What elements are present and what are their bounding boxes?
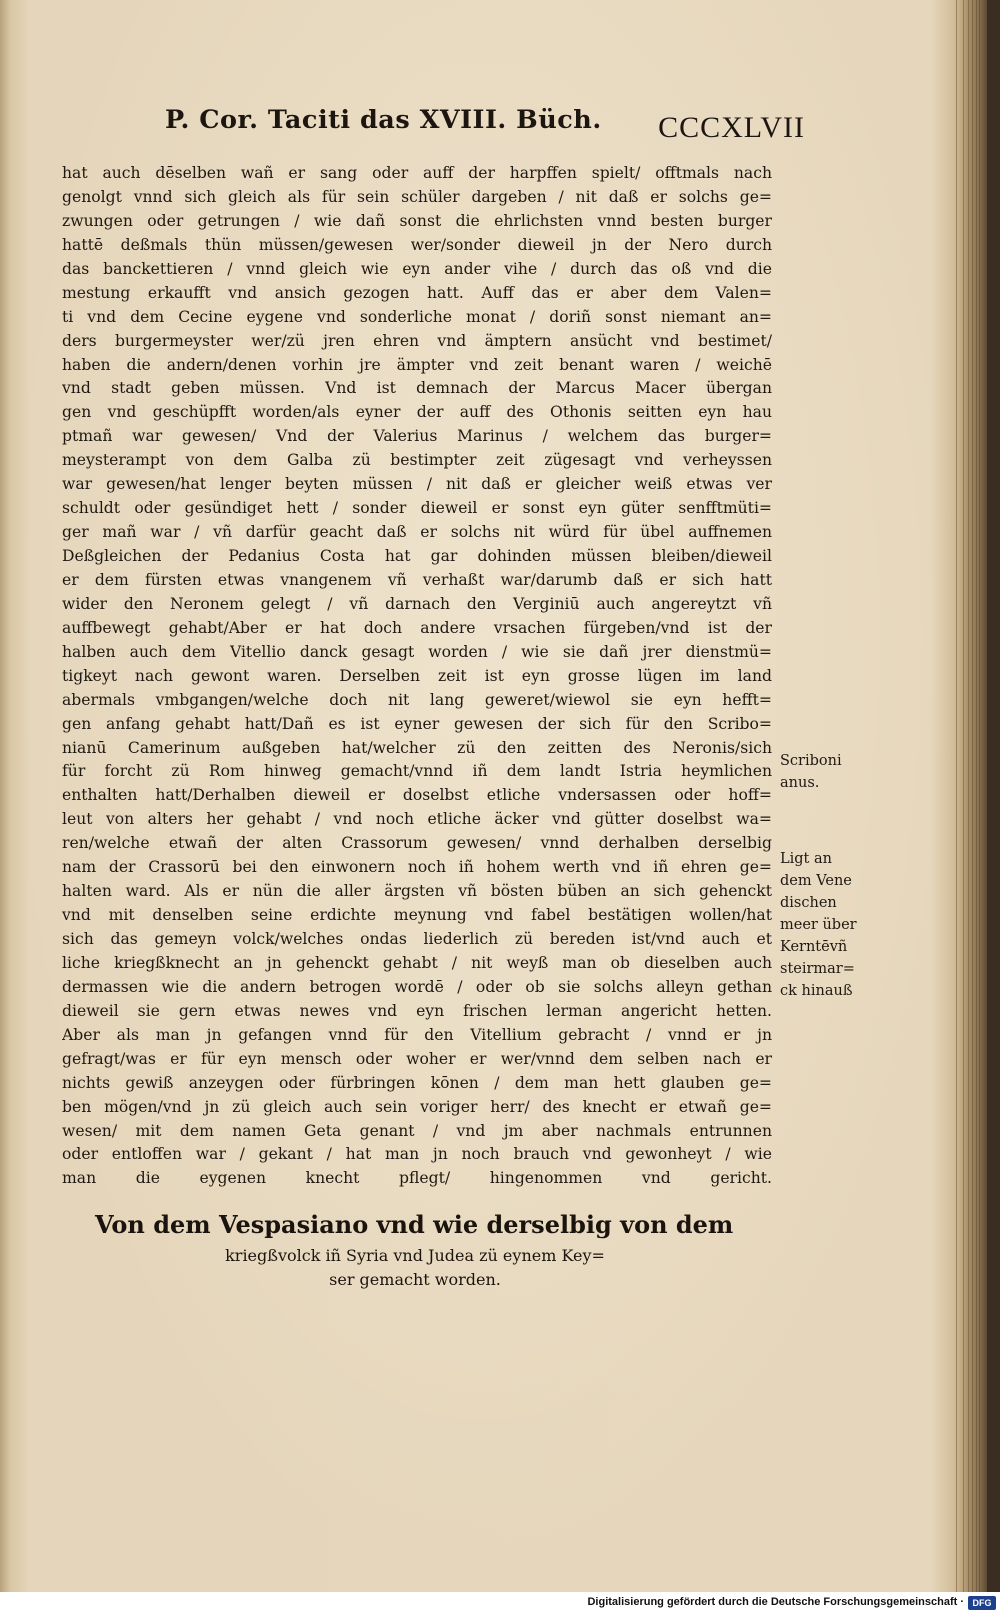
marginal-line: dem Vene: [780, 873, 852, 889]
text-line: ti vnd dem Cecine eygene vnd sonderliche monat / doriñ sonst niemant an=: [62, 307, 772, 326]
text-line: haben die andern/denen vorhin jre ämpter vnd zeit benant waren / weichē: [62, 355, 772, 374]
text-line: dermassen wie die andern betrogen wordē / oder ob sie solchs alleyn gethan: [62, 977, 772, 996]
marginal-line: meer über: [780, 917, 857, 933]
marginal-line: Kerntēvñ: [780, 939, 848, 955]
marginal-line: dischen: [780, 895, 837, 911]
text-line: sich das gemeyn volck/welches ondas liederlich zü bereden ist/vnd auch et: [62, 930, 772, 948]
text-line: gen anfang gehabt hatt/Dañ es ist eyner gewesen der sich für den Scribo=: [62, 714, 772, 733]
marginal-note-scribonianus: [780, 750, 842, 794]
text-line: wider den Neronem gelegt / vñ darnach den Verginiū auch angereytzt vñ: [62, 594, 772, 613]
dfg-logo: DFG: [968, 1596, 996, 1610]
funding-credit: Digitalisierung gefördert durch die Deutsche Forschungsgemeinschaft ·: [587, 1596, 964, 1608]
text-line: war gewesen/hat lenger beyten müssen / nit daß er gleicher weiß etwas ver: [62, 475, 772, 494]
running-head: [165, 105, 805, 157]
text-line: Aber als man jn gefangen vnnd für den Vitellium gebracht / vnnd er jn: [62, 1025, 772, 1044]
section-heading: [95, 1206, 735, 1292]
text-line: ren/welche etwañ der alten Crassorum gewesen/ vnnd derhalben derselbig: [62, 834, 772, 853]
text-line: zwungen oder getrungen / wie dañ sonst die ehrlichsten vnnd besten burger: [62, 211, 772, 230]
text-line: hat auch dēselben wañ er sang oder auff der harpffen spielt/ offtmals nach: [62, 164, 772, 182]
running-head-title: P. Cor. Taciti das XVIII. Büch.: [165, 105, 602, 135]
text-line: enthalten hatt/Derhalben dieweil er doselbst etliche vndersassen oder hoff=: [62, 786, 772, 805]
body-text: [62, 162, 772, 1191]
text-line: oder entloffen war / gekant / hat man jn noch brauch vnd gewonheyt / wie: [62, 1145, 772, 1164]
text-line: halten ward. Als er nün die aller ärgsten vñ bösten büben an sich gehenckt: [62, 882, 772, 901]
marginal-line: ck hinauß: [780, 983, 853, 999]
text-line: vnd mit denselben seine erdichte meynung vnd fabel bestätigen wollen/hat: [62, 906, 772, 925]
text-line: ben mögen/vnd jn zü gleich auch sein voriger herr/ des knecht er etwañ ge=: [62, 1097, 772, 1116]
text-line: auffbewegt gehabt/Aber er hat doch andere vrsachen fürgeben/vnd ist der: [62, 618, 772, 637]
text-line: nianū Camerinum außgeben hat/welcher zü den zeitten des Neronis/sich: [62, 738, 772, 757]
text-line: er dem fürsten etwas vnangenem vñ verhaßt war/darumb daß er sich hatt: [62, 570, 772, 589]
text-line: wesen/ mit dem namen Geta genant / vnd jm aber nachmals entrunnen: [62, 1121, 772, 1140]
folio-number: CCCXLVII: [658, 111, 805, 144]
text-line: das banckettieren / vnnd gleich wie eyn ander vihe / durch das oß vnd die: [62, 259, 772, 278]
text-line: liche kriegßknecht an jn gehenckt gehabt / nit weyß man ob dieselben auch: [62, 953, 772, 972]
text-line: ptmañ war gewesen/ Vnd der Valerius Marinus / welchem das burger=: [62, 427, 772, 446]
text-line: dieweil sie gern etwas newes vnd eyn frischen lerman angericht hetten.: [62, 1001, 772, 1020]
marginal-line: Scriboni: [780, 753, 842, 769]
text-line: meysterampt von dem Galba zü bestimpter zeit zügesagt vnd verheyssen: [62, 451, 772, 470]
text-line: ders burgermeyster wer/zü jren ehren vnd ämptern ansücht vnd bestimet/: [62, 331, 772, 350]
section-heading-sub-2: ser gemacht worden.: [329, 1270, 501, 1289]
section-heading-sub-1: kriegßvolck iñ Syria vnd Judea zü eynem Key=: [225, 1246, 605, 1265]
text-line: abermals vmbgangen/welche doch nit lang geweret/wiewol sie eyn hefft=: [62, 690, 772, 709]
text-line: man die eygenen knecht pflegt/ hingenommen vnd gericht.: [62, 1169, 772, 1188]
text-line: schuldt oder gesündiget hett / sonder dieweil er sonst eyn güter senfftmüti=: [62, 499, 772, 518]
footer-bar: [0, 1592, 1000, 1615]
text-line: halben auch dem Vitellio danck gesagt worden / wie sie dañ jrer dienstmü=: [62, 642, 772, 661]
text-line: Deßgleichen der Pedanius Costa hat gar dohinden müssen bleiben/dieweil: [62, 547, 772, 565]
text-line: leut von alters her gehabt / vnd noch etliche äcker vnd gütter doselbst wa=: [62, 810, 772, 829]
text-line: gefragt/was er für eyn mensch oder woher er wer/vnnd dem selben nach er: [62, 1049, 772, 1068]
text-line: nichts gewiß anzeygen oder fürbringen kōnen / dem man hett glauben ge=: [62, 1073, 772, 1092]
text-line: vnd stadt geben müssen. Vnd ist demnach der Marcus Macer übergan: [62, 379, 772, 398]
text-line: ger mañ war / vñ darfür geacht daß er solchs nit würd für übel auffnemen: [62, 523, 772, 542]
book-page-edge: [956, 0, 987, 1592]
text-line: nam der Crassorū bei den einwonern noch iñ hohem werth vnd iñ ehren ge=: [62, 858, 772, 877]
section-heading-main: Von dem Vespasiano vnd wie derselbig von dem: [95, 1210, 734, 1239]
marginal-line: Ligt an: [780, 851, 832, 867]
text-line: mestung erkaufft vnd ansich gezogen hatt. Auff das er aber dem Valen=: [62, 283, 772, 302]
marginal-line: anus.: [780, 775, 820, 791]
text-line: gen vnd geschüpfft worden/als eyner der auff des Othonis seitten eyn hau: [62, 403, 772, 422]
text-line: tigkeyt nach gewont waren. Derselben zeit ist eyn grosse lügen im land: [62, 666, 772, 685]
text-line: genolgt vnnd sich gleich als für sein schüler dargeben / nit daß er solchs ge=: [62, 187, 772, 206]
marginal-line: steirmar=: [780, 961, 855, 977]
text-line: hattē deßmals thün müssen/gewesen wer/sonder dieweil jn der Nero durch: [62, 235, 772, 254]
text-line: für forcht zü Rom hinweg gemacht/vnnd iñ dem landt Istria heymlichen: [62, 762, 772, 781]
marginal-note-istria: [780, 848, 857, 1002]
